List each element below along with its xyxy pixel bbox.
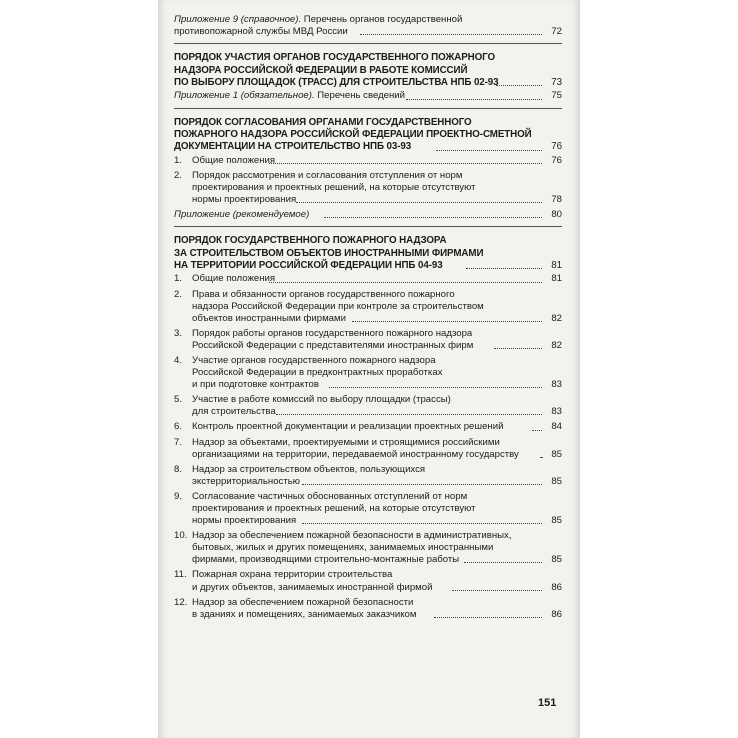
page-ref: 86 [551, 608, 562, 620]
leader-dots [494, 347, 542, 349]
page-ref: 81 [551, 260, 562, 271]
leader-dots [269, 162, 542, 164]
toc-entry: 11. Пожарная охрана территории строительства и других объектов, занимаемых иностранной фирмой 86 [174, 569, 562, 593]
toc-entry: 8. Надзор за строительством объектов, пользующихся экстерриториальностью 85 [174, 463, 562, 487]
toc-entry: 2. Порядок рассмотрения и согласования отступления от норм проектирования и проектных решений, на которые отсутствуют нормы проектирования 78 [174, 169, 562, 205]
leader-dots [466, 267, 542, 269]
leader-dots [406, 98, 542, 100]
toc-entry: 12. Надзор за обеспечением пожарной безопасности в зданиях и помещениях, занимаемых заказчиком 86 [174, 596, 562, 620]
leader-dots [269, 281, 542, 283]
toc-entry: 1. Общие положения 81 [174, 273, 562, 285]
toc-entry: Приложение 9 (справочное). Перечень органов государственной противопожарной службы МВД России 72 [174, 14, 562, 38]
leader-dots [464, 561, 542, 563]
toc-entry: 10. Надзор за обеспечением пожарной безопасности в административных, бытовых, жилых и других помещениях, занимаемых иностранными фирмами, производящими строительно-монтажные работы 85 [174, 530, 562, 566]
page-ref: 86 [551, 581, 562, 593]
leader-dots [496, 84, 542, 86]
leader-dots [352, 320, 542, 322]
page-ref: 83 [551, 406, 562, 418]
page-ref: 83 [551, 379, 562, 391]
page-ref: 73 [551, 77, 562, 88]
leader-dots [329, 386, 542, 388]
toc-entry: 2. Права и обязанности органов государственного пожарного надзора Российской Федерации при контроле за строительством объектов иностранными фирмами 82 [174, 288, 562, 324]
toc-entry: 5. Участие в работе комиссий по выбору площадки (трассы) для строительства 83 [174, 394, 562, 418]
leader-dots [296, 201, 542, 203]
table-of-contents [174, 14, 562, 624]
section-heading: ПОРЯДОК СОГЛАСОВАНИЯ ОРГАНАМИ ГОСУДАРСТВЕННОГО ПОЖАРНОГО НАДЗОРА РОССИЙСКОЙ ФЕДЕРАЦИИ ПРОЕКТНО-СМЕТНОЙ ДОКУМЕНТАЦИИ НА СТРОИТЕЛЬСТВО НПБ 03-93 76 [174, 116, 562, 153]
section-heading: ПОРЯДОК УЧАСТИЯ ОРГАНОВ ГОСУДАРСТВЕННОГО ПОЖАРНОГО НАДЗОРА РОССИЙСКОЙ ФЕДЕРАЦИИ В РАБОТЕ КОМИССИЙ ПО ВЫБОРУ ПЛОЩАДОК (ТРАСС) ДЛЯ СТРОИТЕЛЬСТВА НПБ 02-93 73 [174, 52, 562, 88]
leader-dots [360, 33, 542, 35]
toc-entry: 9. Согласование частичных обоснованных отступлений от норм проектирования и проектных решений, на которые отсутствуют нормы проектирования 85 [174, 490, 562, 527]
leader-dots [302, 483, 542, 485]
toc-entry: 3. Порядок работы органов государственного пожарного надзора Российской Федерации с представителями иностранных фирм 82 [174, 327, 562, 351]
toc-entry: Приложение 1 (обязательное). Перечень сведений 75 [174, 90, 562, 102]
page-number: 151 [538, 697, 557, 709]
leader-dots [434, 616, 542, 618]
page-ref: 72 [551, 26, 562, 38]
page-ref: 82 [551, 312, 562, 324]
toc-entry: 4. Участие органов государственного пожарного надзора Российской Федерации в предконтрактных проработках и при подготовке контрактов 83 [174, 354, 562, 391]
page-ref: 76 [551, 141, 562, 153]
divider [174, 108, 562, 109]
section-heading: ПОРЯДОК ГОСУДАРСТВЕННОГО ПОЖАРНОГО НАДЗОРА ЗА СТРОИТЕЛЬСТВОМ ОБЪЕКТОВ ИНОСТРАННЫМИ ФИРМАМИ НА ТЕРРИТОРИИ РОССИЙСКОЙ ФЕДЕРАЦИИ НПБ 04-93 81 [174, 235, 562, 271]
leader-dots [276, 413, 542, 415]
appendix-label: Приложение 9 (справочное). [174, 14, 302, 25]
leader-dots [302, 522, 542, 524]
divider [174, 43, 562, 44]
toc-entry: 6. Контроль проектной документации и реализации проектных решений 84 [174, 421, 562, 433]
page-ref: 76 [551, 154, 562, 166]
page-ref: 78 [551, 194, 562, 205]
toc-entry: 1. Общие положения 76 [174, 154, 562, 166]
leader-dots [324, 216, 542, 218]
page-ref: 80 [551, 209, 562, 221]
page-ref: 81 [551, 273, 562, 285]
leader-dots [452, 589, 542, 591]
toc-entry: Приложение (рекомендуемое) 80 [174, 209, 562, 221]
leader-dots [436, 149, 542, 151]
page-ref: 82 [551, 339, 562, 351]
page-ref: 85 [551, 448, 562, 460]
page-ref: 75 [551, 90, 562, 102]
page-ref: 85 [551, 554, 562, 566]
divider [174, 226, 562, 227]
page-ref: 85 [551, 515, 562, 527]
toc-entry: 7. Надзор за объектами, проектируемыми и строящимися российскими организациями на территории, передаваемой иностранному государству 85 [174, 436, 562, 460]
leader-dots [532, 429, 542, 431]
page-ref: 84 [551, 421, 562, 433]
entry-line: противопожарной службы МВД России [174, 26, 348, 38]
page-ref: 85 [551, 475, 562, 487]
